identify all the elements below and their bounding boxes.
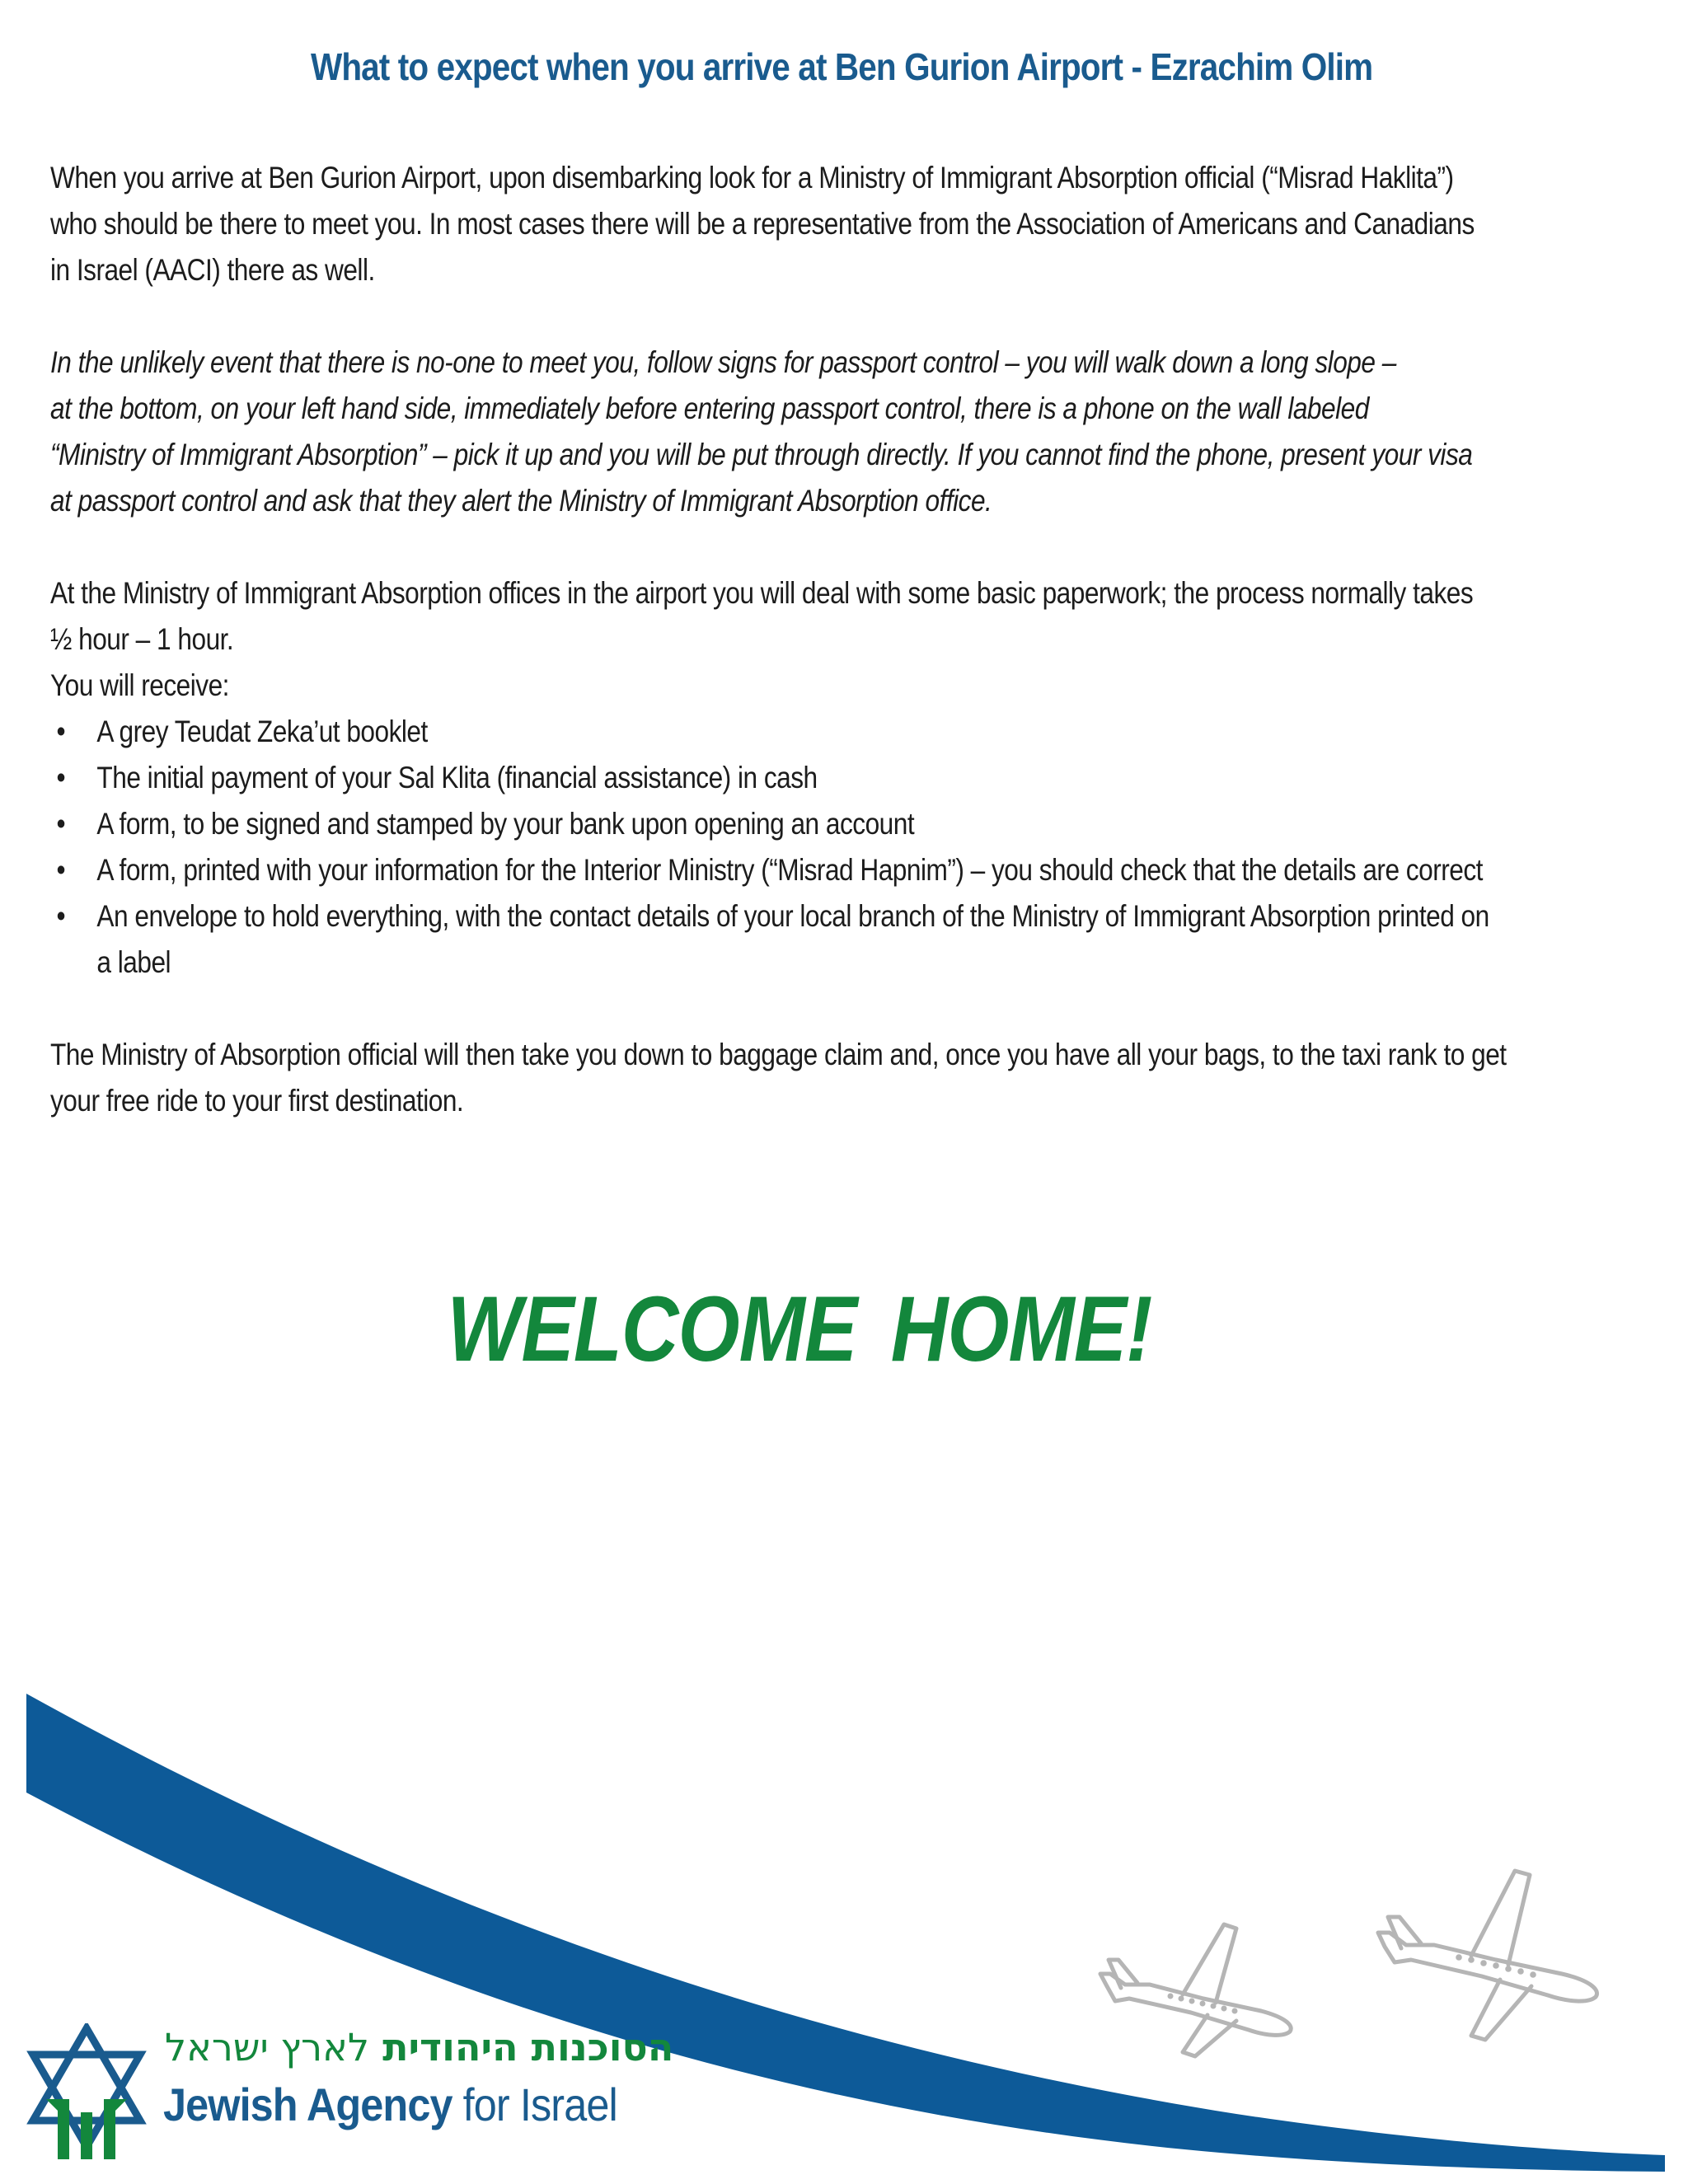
bullet-icon: • [56,715,66,748]
closing-paragraph [50,1032,1615,1124]
list-item-text: A grey Teudat Zeka’ut booklet [96,715,428,748]
intro-paragraph [50,155,1615,293]
list-item-text: The initial payment of your Sal Klita (financial assistance) in cash [96,761,818,794]
list-item-text: a label [96,945,171,979]
star-of-david-emblem [25,2023,148,2163]
text-line: your free ride to your first destination. [50,1084,464,1118]
list-item [50,847,1615,893]
document-body [50,155,1615,1124]
offices-paragraph [50,570,1615,709]
welcome-heading: WELCOME HOME! [447,1277,1152,1380]
text-line: at passport control and ask that they alert the Ministry of Immigrant Absorption office. [50,484,992,518]
text-line: at the bottom, on your left hand side, immediately before entering passport control, there is a phone on the wall labeled [50,391,1369,425]
text-line: who should be there to meet you. In most cases there will be a representative from the Association of Americans and Canadians [50,207,1475,241]
page-title: What to expect when you arrive at Ben Gurion Airport - Ezrachim Olim [311,45,1373,88]
logo-english-bold: Jewish Agency [163,2079,452,2130]
text-line: When you arrive at Ben Gurion Airport, upon disembarking look for a Ministry of Immigrant Absorption official (“Misrad Haklita”) [50,161,1454,194]
list-item-text: An envelope to hold everything, with the contact details of your local branch of the Ministry of Immigrant Absorption printed on [96,899,1489,933]
list-item-text: A form, printed with your information for the Interior Ministry (“Misrad Hapnim”) – you should check that the details are correct [96,853,1483,887]
text-line: in Israel (AACI) there as well. [50,253,375,287]
list-item [50,709,1615,755]
text-line: At the Ministry of Immigrant Absorption offices in the airport you will deal with some basic paperwork; the process normally takes [50,576,1474,610]
bullet-icon: • [56,807,66,841]
list-item [50,801,1615,847]
list-item [50,893,1615,986]
receive-list [50,709,1615,986]
bullet-icon: • [56,899,66,933]
unlikely-event-paragraph [50,340,1615,524]
receive-intro: You will receive: [50,668,229,702]
text-line: In the unlikely event that there is no-one to meet you, follow signs for passport control – you will walk down a long slope – [50,345,1396,379]
list-item [50,755,1615,801]
list-item-text: A form, to be signed and stamped by your bank upon opening an account [96,807,915,841]
text-line: “Ministry of Immigrant Absorption” – pick it up and you will be put through directly. If you cannot find the phone, present your visa [50,438,1473,471]
bullet-icon: • [56,761,66,794]
bullet-icon: • [56,853,66,887]
jewish-agency-logo [25,2023,684,2172]
logo-hebrew-bold: הסוכנות היהודית [382,2025,674,2069]
airplane-icon [1368,1854,1615,2044]
airplane-icon [1092,1896,1306,2060]
logo-hebrew-light: לארץ ישראל [165,2025,370,2069]
text-line: ½ hour – 1 hour. [50,622,234,656]
logo-hebrew-name [165,2025,673,2069]
text-line: The Ministry of Absorption official will then take you down to baggage claim and, once you have all your bags, to the taxi rank to get [50,1038,1507,1071]
logo-english-light: for Israel [462,2079,617,2130]
logo-english-name [163,2078,617,2131]
